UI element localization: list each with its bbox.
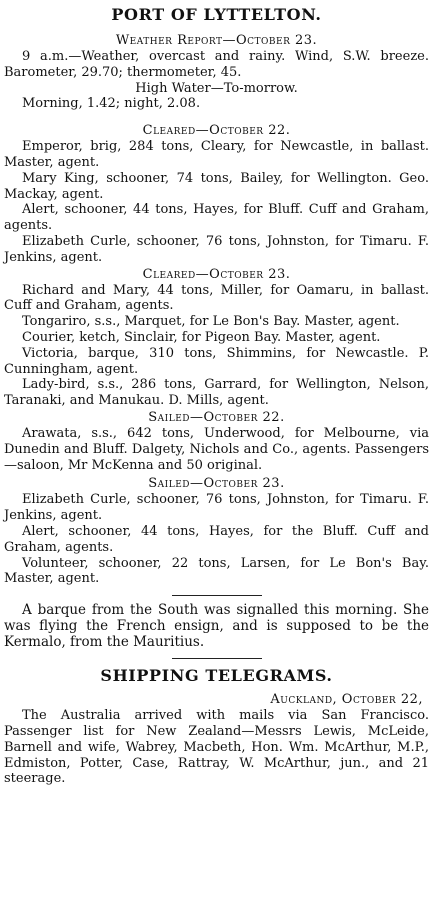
- shipping-entry: Mary King, schooner, 74 tons, Bailey, for Wellington. Geo. Mackay, agent.: [4, 170, 429, 202]
- shipping-entry: Victoria, barque, 310 tons, Shimmins, for Newcastle. P. Cunningham, agent.: [4, 345, 429, 377]
- shipping-entry: Richard and Mary, 44 tons, Miller, for Oamaru, in ballast. Cuff and Graham, agents.: [4, 282, 429, 314]
- weather-report-heading: Weather Report—October 23.: [115, 33, 318, 48]
- page-title: PORT OF LYTTELTON.: [111, 5, 322, 24]
- section-divider: [172, 595, 262, 596]
- shipping-entry: Alert, schooner, 44 tons, Hayes, for the Bluff. Cuff and Graham, agents.: [4, 523, 429, 555]
- shipping-entry: Elizabeth Curle, schooner, 76 tons, Johnston, for Timaru. F. Jenkins, agent.: [4, 492, 429, 524]
- cleared-oct-23-heading: Cleared—October 23.: [142, 266, 291, 282]
- telegram-dateline: Auckland, October 22,: [270, 692, 423, 708]
- weather-line: 9 a.m.—Weather, overcast and rainy. Wind, S.W. breeze. Barometer, 29.70; thermometer, 45.: [4, 49, 429, 80]
- shipping-entry: Arawata, s.s., 642 tons, Underwood, for Melbourne, via Dunedin and Bluff. Dalgety, Nichols and Co., agents. Passengers—saloon, Mr McKenna and 50 original.: [4, 425, 429, 473]
- sailed-oct-23-heading: Sailed—October 23.: [148, 476, 285, 492]
- shipping-entry: Courier, ketch, Sinclair, for Pigeon Bay. Master, agent.: [22, 329, 381, 345]
- tide-times: Morning, 1.42; night, 2.08.: [22, 96, 201, 112]
- shipping-entry: Elizabeth Curle, schooner, 76 tons, Johnston, for Timaru. F. Jenkins, agent.: [4, 233, 429, 265]
- telegrams-title: SHIPPING TELEGRAMS.: [100, 666, 333, 686]
- shipping-entry: Tongariro, s.s., Marquet, for Le Bon's Bay. Master, agent.: [22, 314, 400, 330]
- shipping-entry: Alert, schooner, 44 tons, Hayes, for Bluff. Cuff and Graham, agents.: [4, 202, 429, 234]
- barque-notice: A barque from the South was signalled this morning. She was flying the French ensign, and is supposed to be the Kermalo, from the Mauritius.: [4, 602, 429, 651]
- section-divider: [172, 658, 262, 659]
- shipping-entry: Volunteer, schooner, 22 tons, Larsen, for Le Bon's Bay. Master, agent.: [4, 555, 429, 587]
- sailed-oct-22-heading: Sailed—October 22.: [148, 409, 285, 425]
- cleared-oct-22-heading: Cleared—October 22.: [142, 123, 291, 139]
- high-water-heading: High Water—To-morrow.: [135, 80, 298, 96]
- telegram-body: The Australia arrived with mails via San Francisco. Passenger list for New Zealand—Messrs Lewis, McLeide, Barnell and wife, Wabrey, Macbeth, Hon. Wm. McArthur, M.P., Edmiston, Potter, Case, Rattray, W. McArthur, jun., and 21 steerage.: [4, 708, 429, 787]
- newspaper-column: [4, 0, 429, 787]
- shipping-entry: Emperor, brig, 284 tons, Cleary, for Newcastle, in ballast. Master, agent.: [4, 139, 429, 170]
- shipping-entry: Lady-bird, s.s., 286 tons, Garrard, for Wellington, Nelson, Taranaki, and Manukau. D. Mills, agent.: [4, 377, 429, 409]
